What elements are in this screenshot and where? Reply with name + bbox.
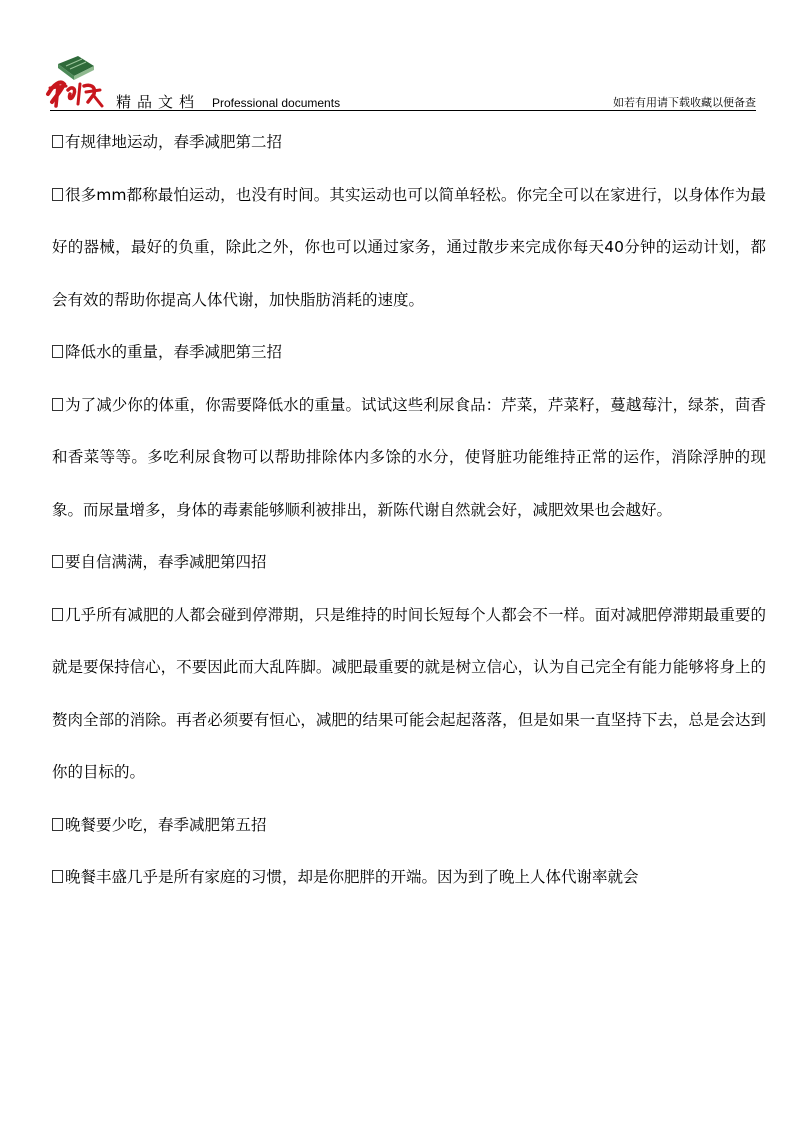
paragraph [52, 169, 766, 327]
paragraph-text: 几乎所有减肥的人都会碰到停滞期，只是维持的时间长短每个人都会不一样。面对减肥停滞期最重要的就是要保持信心，不要因此而大乱阵脚。减肥最重要的就是树立信心，认为自己完全有能力能够将身上的赘肉全部的消除。再者必须要有恒心，减肥的结果可能会起起落落，但是如果一直坚持下去，总是会达到你的目标的。 [52, 605, 766, 781]
paragraph [52, 589, 766, 799]
bullet-box-icon [52, 555, 63, 568]
knowledge-logo [44, 50, 104, 112]
header-subtitle: Professional documents [212, 96, 341, 110]
paragraph-text: 晚餐要少吃，春季减肥第五招 [65, 815, 267, 834]
paragraph-text: 降低水的重量，春季减肥第三招 [65, 343, 283, 361]
paragraph [52, 379, 766, 537]
paragraph-text: 为了减少你的体重，你需要降低水的重量。试试这些利尿食品：芹菜，芹菜籽，蔓越莓汁，绿茶，茴香和香菜等等。多吃利尿食物可以帮助排除体内多馀的水分，使肾脏功能维持正常的运作，消除浮肿的现象。而尿量增多，身体的毒素能够顺利被排出，新陈代谢自然就会好，减肥效果也会越好。 [52, 395, 766, 519]
bullet-box-icon [52, 870, 63, 883]
paragraph-text: 要自信满满，春季减肥第四招 [65, 553, 267, 571]
section-heading [52, 326, 766, 379]
bullet-box-icon [52, 398, 63, 411]
bullet-box-icon [52, 608, 63, 621]
section-heading [52, 799, 766, 852]
header-divider [50, 110, 756, 111]
paragraph-text: 很多mm都称最怕运动，也没有时间。其实运动也可以简单轻松。你完全可以在家进行，以身体作为最好的器械，最好的负重，除此之外，你也可以通过家务，通过散步来完成你每天40分钟的运动计划，都会有效的帮助你提高人体代谢，加快脂肪消耗的速度。 [52, 185, 766, 309]
bullet-box-icon [52, 818, 63, 831]
section-heading [52, 536, 766, 589]
page-header [0, 0, 794, 112]
bullet-box-icon [52, 135, 63, 148]
bullet-box-icon [52, 345, 63, 358]
header-title: 精品文档 [116, 93, 201, 111]
header-note: 如若有用请下载收藏以便备查 [613, 96, 756, 109]
paragraph-text: 晚餐丰盛几乎是所有家庭的习惯，却是你肥胖的开端。因为到了晚上人体代谢率就会 [65, 868, 639, 886]
section-heading [52, 116, 766, 169]
paragraph-text: 有规律地运动，春季减肥第二招 [65, 133, 283, 151]
paragraph [52, 851, 766, 904]
document-body [52, 116, 766, 904]
bullet-box-icon [52, 188, 63, 201]
